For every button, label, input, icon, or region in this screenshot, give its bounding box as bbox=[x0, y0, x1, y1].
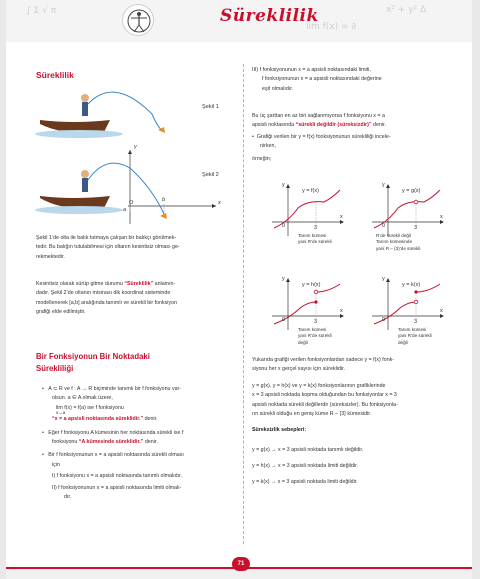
text-line: rekmektedir. bbox=[36, 253, 65, 260]
text-span: A ⊂ R ve f : A → R biçiminde tanımlı bir f fonksiyonu var- bbox=[48, 386, 182, 392]
figure2-label: Şekil 2 bbox=[202, 172, 219, 178]
graph-k-title: y = k(x) bbox=[402, 282, 421, 288]
highlight-term: “x = a apsisli noktasında süreklidir.” bbox=[52, 416, 144, 423]
axis-y-label: y bbox=[134, 144, 137, 150]
graph-g-ylabel: y bbox=[382, 182, 385, 188]
continuity-paragraph bbox=[36, 280, 234, 318]
text-line: için bbox=[52, 461, 60, 468]
text-line bbox=[42, 438, 238, 447]
section-title: Süreklilik bbox=[36, 70, 74, 80]
caption-line: yani R’de sürekli bbox=[298, 239, 332, 245]
reason-item: y = h(x) → x = 3 apsisli noktada limiti değildir. bbox=[252, 463, 358, 469]
graph-g-xlabel: x bbox=[440, 214, 443, 220]
axis-origin-label: O bbox=[129, 200, 134, 206]
text-line: tedir. Bu balığın tutulabilmesi için oltanın kesintisiz olması ge- bbox=[36, 244, 180, 251]
graph-k-ylabel: y bbox=[382, 276, 385, 282]
graph-f-xlabel: x bbox=[340, 214, 343, 220]
text-line: y = g(x), y = h(x) ve y = k(x) fonksiyonlarının grafiklerinde bbox=[252, 383, 386, 389]
graph-h-tick: 3 bbox=[314, 319, 318, 325]
text-line: lim f(x) = f(a) ise f fonksiyonu bbox=[56, 404, 124, 411]
graph-h-caption bbox=[298, 327, 332, 346]
graph-k-tick: 3 bbox=[414, 319, 418, 325]
graph-k-origin: 0 bbox=[382, 317, 386, 323]
page-header bbox=[6, 0, 472, 42]
text-line: siyonu her x gerçel sayısı için süreklidir. bbox=[252, 366, 346, 373]
text-line: eşit olmalıdır. bbox=[262, 85, 294, 92]
text-line: dır. bbox=[64, 494, 72, 501]
graph-k-caption bbox=[398, 327, 432, 346]
caption-line: Tanım kümesi bbox=[298, 327, 327, 332]
text-line: rın sürekli olduğu en geniş küme R – {3} kümesidir. bbox=[252, 411, 372, 418]
document-page bbox=[6, 0, 472, 579]
text-span: Eğer f fonksiyonu A kümesinin her noktasında sürekli ise f bbox=[48, 429, 184, 436]
graph-f-ylabel: y bbox=[282, 182, 285, 188]
section2-title-line: Bir Fonksiyonun Bir Noktadaki bbox=[36, 352, 150, 361]
column-divider bbox=[243, 64, 244, 544]
explanation-paragraph bbox=[252, 382, 464, 420]
header-doodle: ∫ Σ √ π bbox=[26, 6, 57, 16]
page-number: 71 bbox=[232, 557, 250, 571]
caption-line: yani R – {3}’de sürekli bbox=[376, 245, 421, 251]
axis-a-label: a bbox=[123, 207, 127, 213]
text-span: Grafiği verilen bir y = f(x) fonksiyonunun sürekliliği incele- bbox=[256, 133, 391, 140]
text-line: örneğin; bbox=[252, 155, 272, 162]
definition-list bbox=[42, 385, 238, 502]
header-doodle: lim f(x) ∞ ∂ bbox=[306, 22, 357, 32]
condition-1: I) f fonksiyonu x = a apsisli noktasında tanımlı olmalıdır. bbox=[52, 473, 182, 480]
text-line: • A ⊂ R ve f : A → R biçiminde tanımlı bir f fonksiyonu var- bbox=[42, 386, 182, 392]
vitruvian-logo bbox=[122, 4, 154, 36]
section2-title-line: Sürekliliği bbox=[36, 364, 74, 373]
text-line bbox=[36, 280, 234, 289]
text-line: olsun. a ∈ A olmak üzere, bbox=[52, 395, 113, 402]
reason-item: y = k(x) → x = 3 apsisli noktada limiti değildir. bbox=[252, 479, 358, 485]
highlight-term: “sürekli değildir (süreksizdir)” bbox=[295, 122, 372, 129]
text-line: nirken, bbox=[260, 143, 276, 150]
graph-g-title: y = g(x) bbox=[402, 188, 421, 194]
graph-g-origin: 0 bbox=[382, 223, 386, 229]
caption-line: değil bbox=[398, 339, 408, 345]
text-line: apsisli noktada sürekli değillerdir (süreksizler). Bu fonksiyonla- bbox=[252, 401, 398, 408]
text-line: modellenerek [a,b] aralığında tanımlı ve sürekli bir fonksiyon bbox=[36, 299, 178, 306]
caption-line: yani R’de sürekli bbox=[298, 333, 332, 339]
graph-f-tick: 3 bbox=[314, 225, 318, 231]
text-line: f fonksiyonunun x = a apsisli noktasındaki değerine bbox=[262, 76, 382, 83]
limit-subscript: x→a bbox=[56, 410, 66, 416]
text-span: Kesintisiz olarak sürüp gitme durumu bbox=[36, 281, 125, 287]
graph-h-origin: 0 bbox=[282, 317, 286, 323]
reasons-list bbox=[252, 442, 464, 490]
graph-k-xlabel: x bbox=[440, 308, 443, 314]
condition-3: III) f fonksiyonunun x = a apsisli noktasındaki limiti, bbox=[252, 67, 371, 73]
graph-f-title: y = f(x) bbox=[302, 188, 319, 194]
intro-paragraph bbox=[36, 234, 234, 262]
text-line: Yukarıda grafiği verilen fonksiyonlardan sadece y = f(x) fonk- bbox=[252, 357, 395, 363]
highlight-term: “Süreklilik” bbox=[124, 281, 154, 287]
figure1-label: Şekil 1 bbox=[202, 104, 219, 110]
graph-h-xlabel: x bbox=[340, 308, 343, 314]
graph-f-caption bbox=[298, 233, 332, 246]
highlight-term: “A kümesinde süreklidir.” bbox=[78, 439, 144, 446]
text-line: grafiği elde edilmiştir. bbox=[36, 309, 86, 316]
caption-line: Tanım kümesi bbox=[398, 327, 427, 332]
caption-line: değil bbox=[298, 339, 308, 345]
text-span: apsisli noktasında bbox=[252, 122, 296, 129]
graph-h-title: y = h(x) bbox=[302, 282, 321, 288]
text-line: Bu üç şarttan en az biri sağlanmıyorsa f fonksiyonu x = a bbox=[252, 113, 385, 119]
text-line: Şekil 1’de olta ile balık tutmaya çalışan bir balıkçı görülmek- bbox=[36, 235, 177, 241]
caption-line: Tanım kümesi bbox=[298, 233, 327, 238]
text-span: denir. bbox=[143, 439, 158, 446]
text-line bbox=[42, 415, 238, 424]
summary-paragraph bbox=[252, 356, 464, 375]
axis-b-label: b bbox=[162, 197, 166, 203]
graph-g-tick: 3 bbox=[414, 225, 418, 231]
text-span: denir. bbox=[143, 416, 158, 423]
graph-h-ylabel: y bbox=[282, 276, 285, 282]
text-span: denir. bbox=[371, 122, 386, 129]
text-line bbox=[252, 121, 464, 130]
text-span: Bir f fonksiyonunun x = a apsisli noktasında sürekli olması bbox=[48, 452, 184, 459]
discontinuity-paragraph bbox=[252, 112, 464, 164]
text-line: • Grafiği verilen bir y = f(x) fonksiyonunun sürekliliği incele- bbox=[252, 133, 391, 140]
caption-line: Tanım kümesinde bbox=[376, 239, 413, 245]
graph-g-caption bbox=[376, 233, 420, 252]
text-line: dadır. Şekil 2’de oltanın misinası dik koordinat sisteminde bbox=[36, 290, 171, 297]
header-doodle: x² + y² Δ bbox=[386, 5, 427, 15]
text-span: fonksiyonu bbox=[52, 439, 79, 446]
reason-item: y = g(x) → x = 3 apsisli noktada tanımlı değildir. bbox=[252, 447, 364, 453]
graph-f-origin: 0 bbox=[282, 223, 286, 229]
header-title: Süreklilik bbox=[220, 6, 319, 26]
text-line: x = 3 apsisli noktada kopma olduğundan bu fonksiyonlar x = 3 bbox=[252, 392, 397, 399]
fisherman-figure-1 bbox=[34, 84, 184, 142]
fisherman-figure-2 bbox=[34, 148, 219, 228]
section2-title bbox=[36, 351, 150, 375]
text-span: anlamın- bbox=[153, 281, 176, 287]
caption-line: R’de sürekli değil bbox=[376, 233, 411, 238]
condition-2: II) f fonksiyonunun x = a apsisli noktasında limiti olmalı- bbox=[52, 484, 182, 491]
axis-x-label: x bbox=[218, 200, 221, 206]
caption-line: yani R’de sürekli bbox=[398, 333, 432, 339]
reasons-title: Süreksizlik sebepleri: bbox=[252, 427, 307, 433]
text-line: • Bir f fonksiyonunun x = a apsisli noktasında sürekli olması bbox=[42, 452, 184, 459]
text-line: • Eğer f fonksiyonu A kümesinin her noktasında sürekli ise f bbox=[42, 429, 184, 436]
condition-3-block bbox=[252, 66, 464, 94]
